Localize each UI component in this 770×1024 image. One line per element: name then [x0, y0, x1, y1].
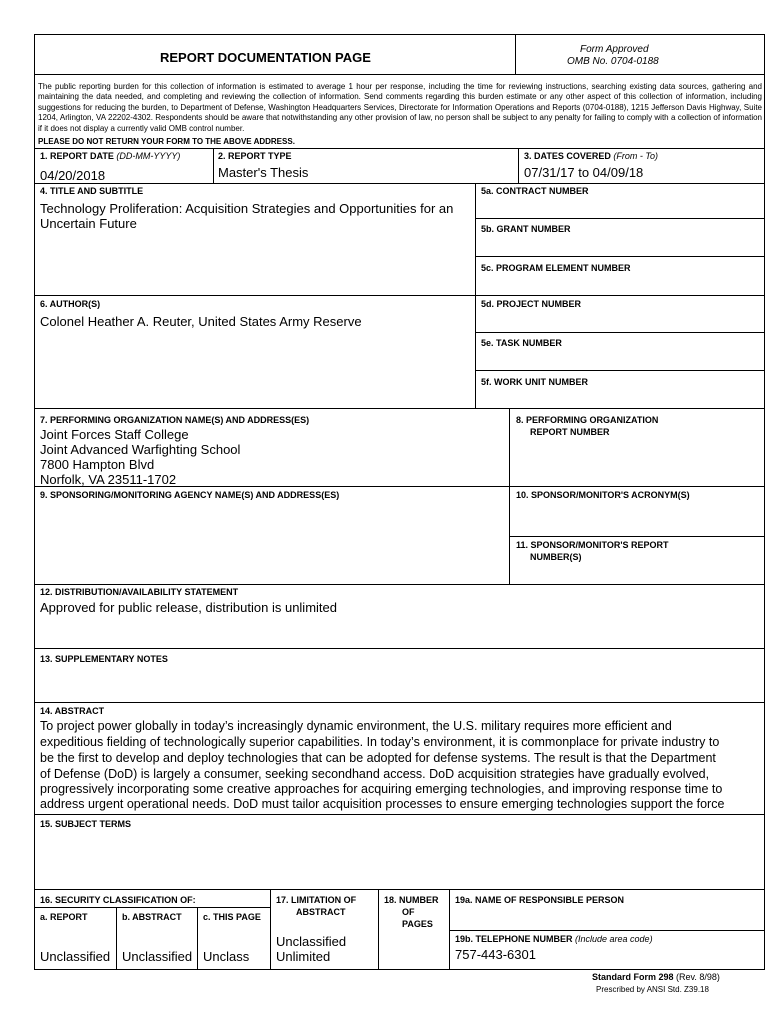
divider [270, 889, 271, 970]
subject-terms-label: 15. SUBJECT TERMS [40, 819, 132, 829]
divider [197, 907, 198, 970]
security-abstract-value[interactable]: Unclassified [122, 949, 193, 964]
title-label: 4. TITLE AND SUBTITLE [40, 186, 144, 196]
performing-org-line[interactable]: Joint Advanced Warfighting School [40, 442, 241, 457]
divider [34, 648, 765, 649]
abstract-line: address urgent operational needs. DoD must tailor acquisition processes to ensure emerging technologies support the force [40, 797, 725, 811]
divider [378, 889, 379, 970]
telephone-label: 19b. TELEPHONE NUMBER (Include area code) [455, 934, 653, 944]
sponsor-acronym-label: 10. SPONSOR/MONITOR'S ACRONYM(S) [516, 490, 690, 500]
divider [34, 814, 765, 815]
performing-report-label: REPORT NUMBER [530, 427, 610, 437]
performing-report-label: 8. PERFORMING ORGANIZATION [516, 415, 659, 425]
burden-statement: The public reporting burden for this collection of information is estimated to average 1 hour per response, including the time for reviewing instructions, searching existing data sources, gathering and maintaining the data needed, and completing and reviewing the collection of information. Send comments regarding this burden estimate or any other aspect of this collection of information, including suggestions for reducing the burden, to Department of Defense, Washington Headquarters Services, Directorate for Information Operations and Reports (0704-0188), 1215 Jefferson Davis Highway, Suite 1204, Arlington, VA 22202-4302. Respondents should be aware that notwithstanding any other provision of law, no person shall be subject to any penalty for failing to comply with a collection of information if it does not display a currently valid OMB control number. [38, 82, 762, 133]
sponsoring-agency-label: 9. SPONSORING/MONITORING AGENCY NAME(S) AND ADDRESS(ES) [40, 490, 340, 500]
page-title: REPORT DOCUMENTATION PAGE [160, 50, 371, 65]
divider [34, 702, 765, 703]
work-unit-label: 5f. WORK UNIT NUMBER [481, 377, 588, 387]
divider [475, 332, 765, 333]
abstract-line: of Defense (DoD) is largely a consumer, seeking secondhand access. DoD acquisition strategies have gradually evolved, [40, 767, 710, 781]
security-report-label: a. REPORT [40, 912, 88, 922]
divider [34, 584, 765, 585]
divider [34, 148, 765, 149]
report-date-value[interactable]: 04/20/2018 [40, 168, 106, 183]
return-notice: PLEASE DO NOT RETURN YOUR FORM TO THE ABOVE ADDRESS. [38, 137, 295, 146]
responsible-person-label: 19a. NAME OF RESPONSIBLE PERSON [455, 895, 625, 905]
task-number-label: 5e. TASK NUMBER [481, 338, 562, 348]
dates-covered-label: 3. DATES COVERED (From - To) [524, 151, 659, 161]
security-abstract-label: b. ABSTRACT [122, 912, 182, 922]
divider [34, 74, 765, 75]
abstract-label: 14. ABSTRACT [40, 706, 105, 716]
performing-org-line[interactable]: 7800 Hampton Blvd [40, 457, 155, 472]
limitation-value[interactable]: Unclassified [276, 934, 347, 949]
divider [34, 295, 765, 296]
omb-number: OMB No. 0704-0188 [567, 56, 659, 67]
form-frame [34, 34, 765, 970]
distribution-label: 12. DISTRIBUTION/AVAILABILITY STATEMENT [40, 587, 239, 597]
num-pages-label: OF [402, 907, 415, 917]
divider [34, 907, 270, 908]
distribution-value[interactable]: Approved for public release, distribution is unlimited [40, 600, 337, 615]
divider [34, 183, 765, 184]
report-type-value[interactable]: Master's Thesis [218, 165, 309, 180]
sponsor-report-label: NUMBER(S) [530, 552, 582, 562]
abstract-line: be the first to develop and deploy technologies that can be adopted for defense systems. The result is that the Department [40, 751, 716, 765]
divider [518, 148, 519, 183]
divider [34, 889, 765, 890]
divider [449, 930, 765, 931]
divider [515, 34, 516, 74]
form-name: Standard Form 298 (Rev. 8/98) [592, 972, 720, 982]
report-type-label: 2. REPORT TYPE [218, 151, 292, 161]
performing-org-label: 7. PERFORMING ORGANIZATION NAME(S) AND ADDRESS(ES) [40, 415, 310, 425]
program-element-label: 5c. PROGRAM ELEMENT NUMBER [481, 263, 631, 273]
dates-covered-value[interactable]: 07/31/17 to 04/09/18 [524, 165, 644, 180]
divider [475, 370, 765, 371]
security-page-value[interactable]: Unclass [203, 949, 250, 964]
divider [509, 536, 765, 537]
security-page-label: c. THIS PAGE [203, 912, 261, 922]
report-date-label: 1. REPORT DATE (DD-MM-YYYY) [40, 151, 181, 161]
divider [509, 408, 510, 486]
supplementary-label: 13. SUPPLEMENTARY NOTES [40, 654, 168, 664]
title-line-2[interactable]: Uncertain Future [40, 216, 137, 231]
sponsor-report-label: 11. SPONSOR/MONITOR'S REPORT [516, 540, 669, 550]
limitation-label: 17. LIMITATION OF [276, 895, 357, 905]
performing-org-line[interactable]: Norfolk, VA 23511-1702 [40, 472, 177, 487]
divider [475, 256, 765, 257]
prescribed-by: Prescribed by ANSI Std. Z39.18 [596, 985, 709, 994]
contract-number-label: 5a. CONTRACT NUMBER [481, 186, 589, 196]
abstract-line: progressively incorporating some creative approaches for acquiring emerging technologies, and improving response time to [40, 782, 723, 796]
grant-number-label: 5b. GRANT NUMBER [481, 224, 571, 234]
divider [34, 486, 765, 487]
form-approved: Form Approved [580, 44, 649, 55]
divider [116, 907, 117, 970]
authors-value[interactable]: Colonel Heather A. Reuter, United States Army Reserve [40, 314, 362, 329]
divider [475, 218, 765, 219]
project-number-label: 5d. PROJECT NUMBER [481, 299, 582, 309]
telephone-value[interactable]: 757-443-6301 [455, 947, 536, 962]
performing-org-line[interactable]: Joint Forces Staff College [40, 427, 189, 442]
abstract-line: To project power globally in today’s increasingly dynamic environment, the U.S. military requires more efficient and [40, 719, 672, 733]
authors-label: 6. AUTHOR(S) [40, 299, 101, 309]
limitation-label: ABSTRACT [296, 907, 346, 917]
divider [213, 148, 214, 183]
limitation-value[interactable]: Unlimited [276, 949, 331, 964]
security-report-value[interactable]: Unclassified [40, 949, 111, 964]
abstract-line: expeditious fielding of technologically superior capabilities. In today’s environment, it is commonplace for private industry to [40, 735, 720, 749]
security-label: 16. SECURITY CLASSIFICATION OF: [40, 895, 196, 905]
title-line-1[interactable]: Technology Proliferation: Acquisition Strategies and Opportunities for an [40, 201, 454, 216]
divider [509, 486, 510, 584]
num-pages-label: 18. NUMBER [384, 895, 439, 905]
num-pages-label: PAGES [402, 919, 433, 929]
divider [34, 408, 765, 409]
